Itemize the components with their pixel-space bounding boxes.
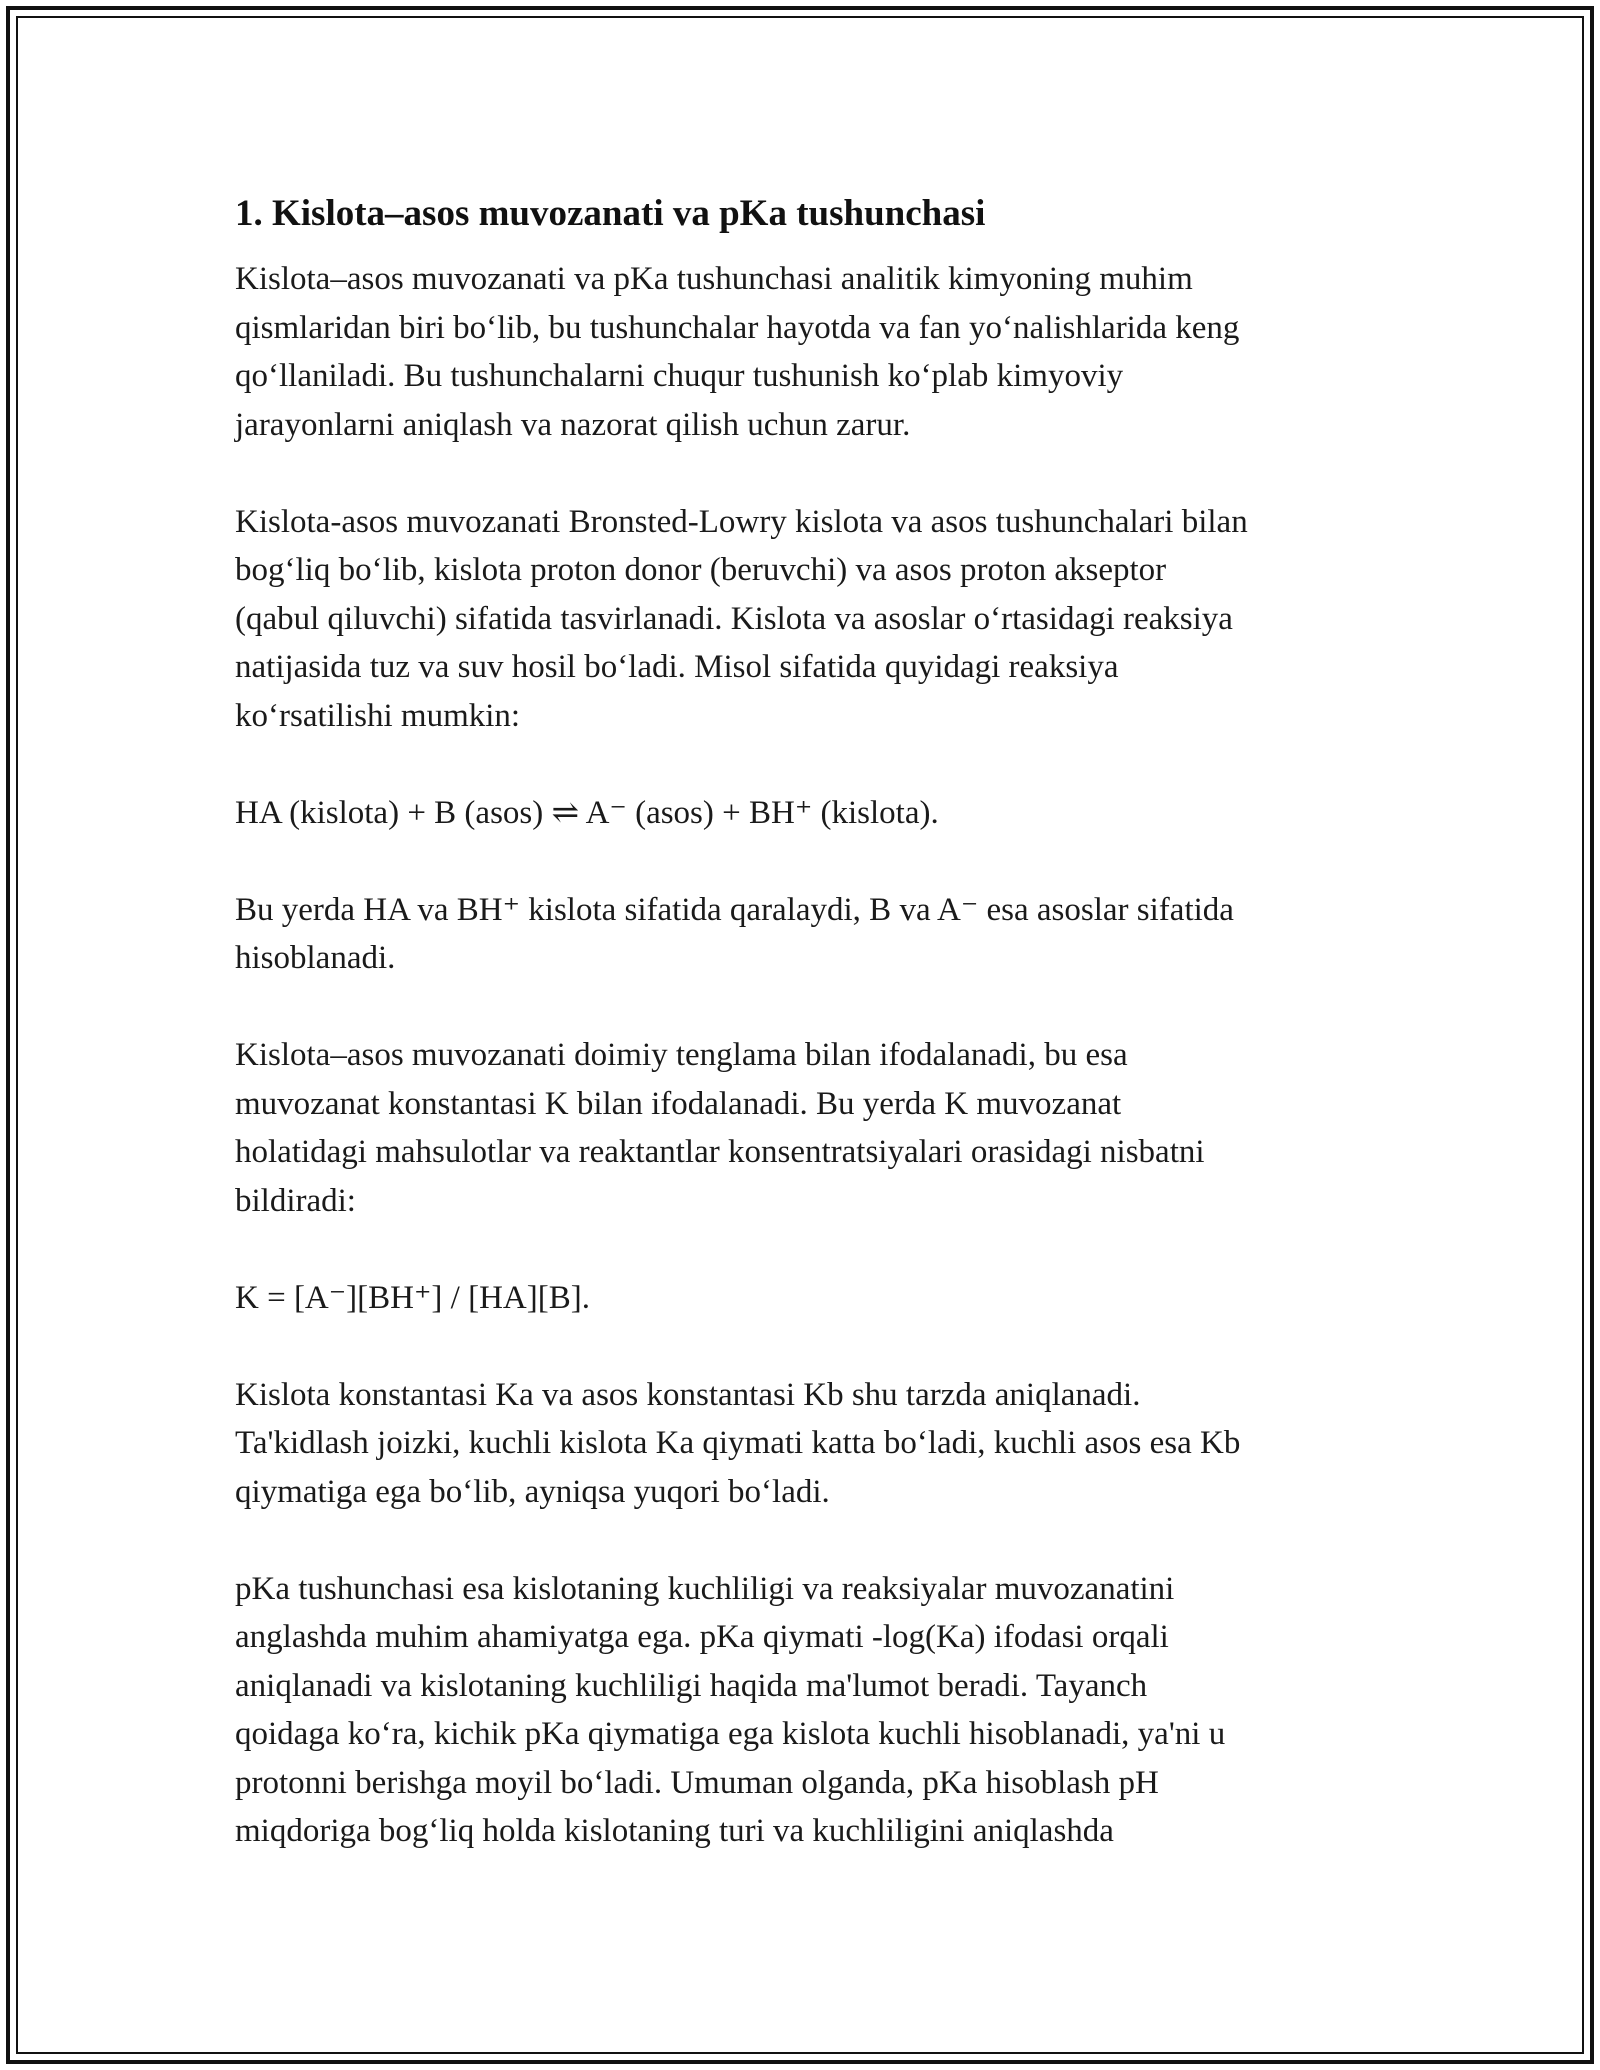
- section-heading: 1. Kislota–asos muvozanati va pKa tushunchasi: [235, 193, 986, 234]
- reaction-equation: HA (kislota) + B (asos) ⇌ A⁻ (asos) + BH⁺ (kislota).: [235, 794, 939, 831]
- paragraph-bronsted-lowry: Kislota-asos muvozanati Bronsted-Lowry kislota va asos tushunchalari bilan bog‘liq bo‘lib, kislota proton donor (beruvchi) va asos proton akseptor (qabul qiluvchi) sifatida tasvirlanadi. Kislota va asoslar o‘rtasidagi reaksiya natijasida tuz va suv hosil bo‘ladi. Misol sifatida quyidagi reaksiya ko‘rsatilishi mumkin:: [235, 503, 1248, 734]
- paragraph-pka: pKa tushunchasi esa kislotaning kuchliligi va reaksiyalar muvozanatini anglashda muhim ahamiyatga ega. pKa qiymati -log(Ka) ifodasi orqali aniqlanadi va kislotaning kuchliligi haqida ma'lumot beradi. Tayanch qoidaga ko‘ra, kichik pKa qiymatiga ega kislota kuchli hisoblanadi, ya'ni u protonni berishga moyil bo‘ladi. Umuman olganda, pKa hisoblash pH miqdoriga bog‘liq holda kislotaning turi va kuchliligini aniqlashda: [235, 1570, 1226, 1849]
- document-body: [235, 186, 1375, 1856]
- paragraph-intro: Kislota–asos muvozanati va pKa tushunchasi analitik kimyoning muhim qismlaridan biri bo‘lib, bu tushunchalar hayotda va fan yo‘nalishlarida keng qo‘llaniladi. Bu tushunchalarni chuqur tushunish ko‘plab kimyoviy jarayonlarni aniqlash va nazorat qilish uchun zarur.: [235, 261, 1240, 443]
- paragraph-acids-bases: Bu yerda HA va BH⁺ kislota sifatida qaralaydi, B va A⁻ esa asoslar sifatida hisoblanadi.: [235, 891, 1234, 976]
- paragraph-equilibrium-constant: Kislota–asos muvozanati doimiy tenglama bilan ifodalanadi, bu esa muvozanat konstantasi K bilan ifodalanadi. Bu yerda K muvozanat holatidagi mahsulotlar va reaktantlar konsentratsiyalari orasidagi nisbatni bildiradi:: [235, 1037, 1205, 1219]
- paragraph-ka-kb: Kislota konstantasi Ka va asos konstantasi Kb shu tarzda aniqlanadi. Ta'kidlash joizki, kuchli kislota Ka qiymati katta bo‘ladi, kuchli asos esa Kb qiymatiga ega bo‘lib, ayniqsa yuqori bo‘ladi.: [235, 1376, 1241, 1510]
- constant-formula: K = [A⁻][BH⁺] / [HA][B].: [235, 1279, 590, 1316]
